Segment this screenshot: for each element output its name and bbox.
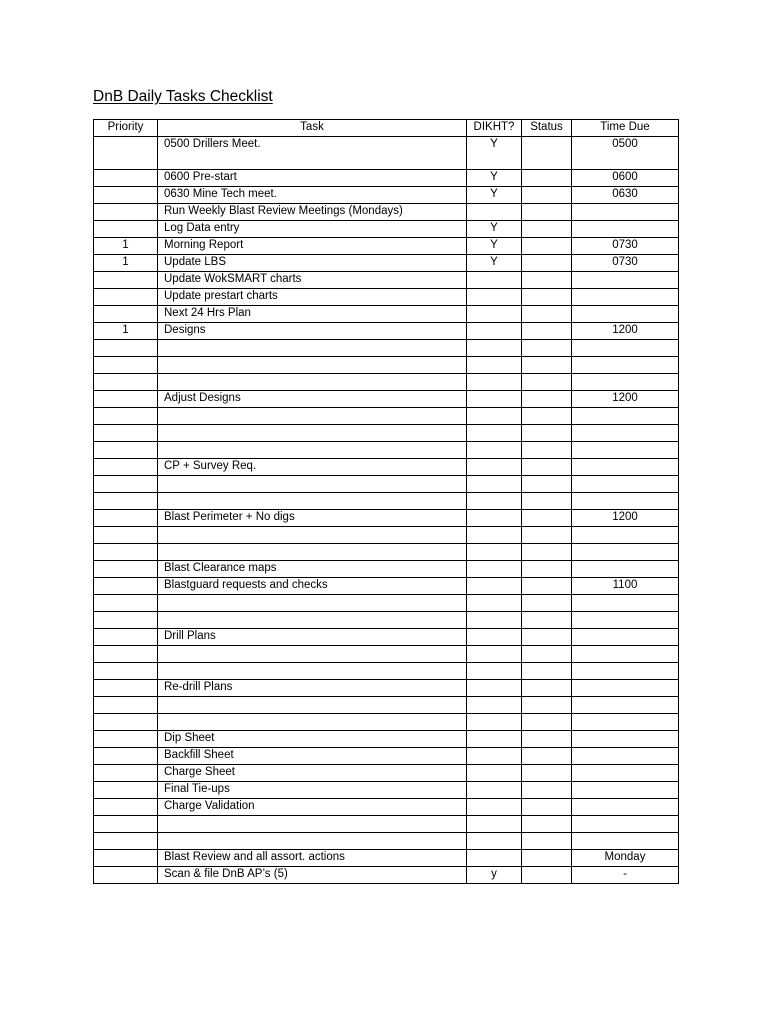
cell-status bbox=[522, 646, 572, 663]
cell-status bbox=[522, 204, 572, 221]
cell-priority bbox=[94, 561, 158, 578]
cell-dikht bbox=[467, 493, 522, 510]
cell-priority bbox=[94, 629, 158, 646]
cell-priority bbox=[94, 595, 158, 612]
cell-time-due bbox=[572, 306, 679, 323]
cell-status bbox=[522, 272, 572, 289]
cell-dikht bbox=[467, 748, 522, 765]
cell-priority bbox=[94, 714, 158, 731]
table-row bbox=[94, 527, 679, 544]
cell-task bbox=[158, 408, 467, 425]
cell-dikht bbox=[467, 833, 522, 850]
cell-status bbox=[522, 306, 572, 323]
cell-dikht bbox=[467, 391, 522, 408]
cell-status bbox=[522, 527, 572, 544]
cell-task bbox=[158, 493, 467, 510]
cell-task bbox=[158, 425, 467, 442]
cell-time-due: 1200 bbox=[572, 510, 679, 527]
cell-time-due bbox=[572, 544, 679, 561]
cell-priority bbox=[94, 612, 158, 629]
cell-task bbox=[158, 527, 467, 544]
cell-dikht bbox=[467, 306, 522, 323]
header-time-due: Time Due bbox=[572, 120, 679, 137]
cell-task: Scan & file DnB AP’s (5) bbox=[158, 867, 467, 884]
cell-priority bbox=[94, 442, 158, 459]
table-row bbox=[94, 493, 679, 510]
cell-status bbox=[522, 561, 572, 578]
table-row bbox=[94, 595, 679, 612]
cell-status bbox=[522, 816, 572, 833]
cell-task: 0500 Drillers Meet. bbox=[158, 137, 467, 170]
cell-status bbox=[522, 663, 572, 680]
cell-status bbox=[522, 510, 572, 527]
cell-time-due bbox=[572, 680, 679, 697]
header-status: Status bbox=[522, 120, 572, 137]
cell-dikht bbox=[467, 476, 522, 493]
table-row bbox=[94, 238, 679, 255]
cell-time-due bbox=[572, 357, 679, 374]
cell-status bbox=[522, 748, 572, 765]
cell-priority bbox=[94, 357, 158, 374]
cell-time-due bbox=[572, 782, 679, 799]
table-row bbox=[94, 629, 679, 646]
cell-dikht bbox=[467, 816, 522, 833]
cell-task: Charge Sheet bbox=[158, 765, 467, 782]
table-row bbox=[94, 510, 679, 527]
cell-dikht bbox=[467, 680, 522, 697]
cell-dikht: Y bbox=[467, 255, 522, 272]
cell-time-due bbox=[572, 425, 679, 442]
cell-priority bbox=[94, 765, 158, 782]
cell-priority: 1 bbox=[94, 323, 158, 340]
cell-dikht bbox=[467, 714, 522, 731]
cell-task: Final Tie-ups bbox=[158, 782, 467, 799]
cell-task: Blast Clearance maps bbox=[158, 561, 467, 578]
cell-task bbox=[158, 544, 467, 561]
cell-priority bbox=[94, 697, 158, 714]
cell-time-due: Monday bbox=[572, 850, 679, 867]
cell-priority bbox=[94, 272, 158, 289]
cell-dikht bbox=[467, 612, 522, 629]
cell-time-due bbox=[572, 493, 679, 510]
cell-priority bbox=[94, 306, 158, 323]
cell-status bbox=[522, 357, 572, 374]
cell-dikht bbox=[467, 272, 522, 289]
table-row bbox=[94, 663, 679, 680]
cell-time-due bbox=[572, 612, 679, 629]
cell-status bbox=[522, 731, 572, 748]
cell-priority bbox=[94, 204, 158, 221]
cell-time-due: 0600 bbox=[572, 170, 679, 187]
cell-task: Dip Sheet bbox=[158, 731, 467, 748]
table-row bbox=[94, 714, 679, 731]
cell-priority bbox=[94, 476, 158, 493]
cell-status bbox=[522, 459, 572, 476]
cell-priority: 1 bbox=[94, 238, 158, 255]
cell-time-due: - bbox=[572, 867, 679, 884]
header-dikht: DIKHT? bbox=[467, 120, 522, 137]
cell-priority bbox=[94, 748, 158, 765]
cell-status bbox=[522, 850, 572, 867]
cell-dikht bbox=[467, 459, 522, 476]
cell-task bbox=[158, 357, 467, 374]
table-row bbox=[94, 170, 679, 187]
cell-dikht bbox=[467, 731, 522, 748]
cell-priority bbox=[94, 799, 158, 816]
cell-dikht: y bbox=[467, 867, 522, 884]
cell-dikht bbox=[467, 850, 522, 867]
document-title: DnB Daily Tasks Checklist bbox=[93, 88, 273, 105]
cell-task: Backfill Sheet bbox=[158, 748, 467, 765]
table-row bbox=[94, 357, 679, 374]
table-row bbox=[94, 697, 679, 714]
cell-task: Blast Review and all assort. actions bbox=[158, 850, 467, 867]
cell-dikht bbox=[467, 663, 522, 680]
cell-priority bbox=[94, 493, 158, 510]
cell-task bbox=[158, 374, 467, 391]
cell-status bbox=[522, 340, 572, 357]
cell-time-due bbox=[572, 340, 679, 357]
cell-time-due: 0630 bbox=[572, 187, 679, 204]
cell-task: Next 24 Hrs Plan bbox=[158, 306, 467, 323]
cell-dikht bbox=[467, 408, 522, 425]
cell-dikht bbox=[467, 442, 522, 459]
cell-dikht bbox=[467, 374, 522, 391]
cell-priority bbox=[94, 646, 158, 663]
cell-status bbox=[522, 765, 572, 782]
cell-time-due bbox=[572, 408, 679, 425]
cell-task bbox=[158, 476, 467, 493]
cell-status bbox=[522, 697, 572, 714]
table-row bbox=[94, 408, 679, 425]
cell-task bbox=[158, 714, 467, 731]
cell-status bbox=[522, 408, 572, 425]
cell-time-due bbox=[572, 374, 679, 391]
table-row bbox=[94, 459, 679, 476]
header-task: Task bbox=[158, 120, 467, 137]
cell-time-due bbox=[572, 289, 679, 306]
cell-task: CP + Survey Req. bbox=[158, 459, 467, 476]
cell-time-due: 0730 bbox=[572, 255, 679, 272]
table-row bbox=[94, 137, 679, 170]
cell-priority bbox=[94, 170, 158, 187]
cell-task bbox=[158, 816, 467, 833]
cell-task: Log Data entry bbox=[158, 221, 467, 238]
cell-dikht: Y bbox=[467, 187, 522, 204]
cell-task bbox=[158, 697, 467, 714]
cell-time-due bbox=[572, 799, 679, 816]
cell-dikht: Y bbox=[467, 137, 522, 170]
cell-time-due bbox=[572, 204, 679, 221]
cell-priority bbox=[94, 850, 158, 867]
cell-status bbox=[522, 612, 572, 629]
cell-dikht: Y bbox=[467, 170, 522, 187]
cell-task: Designs bbox=[158, 323, 467, 340]
cell-dikht bbox=[467, 323, 522, 340]
table-row bbox=[94, 476, 679, 493]
cell-status bbox=[522, 374, 572, 391]
cell-task: Blast Perimeter + No digs bbox=[158, 510, 467, 527]
cell-task bbox=[158, 833, 467, 850]
cell-dikht: Y bbox=[467, 221, 522, 238]
cell-dikht bbox=[467, 561, 522, 578]
table-row bbox=[94, 272, 679, 289]
cell-time-due bbox=[572, 816, 679, 833]
cell-priority bbox=[94, 221, 158, 238]
cell-task bbox=[158, 340, 467, 357]
cell-task: Update WokSMART charts bbox=[158, 272, 467, 289]
cell-task bbox=[158, 663, 467, 680]
cell-status bbox=[522, 442, 572, 459]
cell-time-due bbox=[572, 527, 679, 544]
cell-time-due bbox=[572, 748, 679, 765]
cell-dikht bbox=[467, 697, 522, 714]
table-body bbox=[94, 137, 679, 884]
cell-dikht bbox=[467, 510, 522, 527]
cell-status bbox=[522, 221, 572, 238]
cell-priority bbox=[94, 510, 158, 527]
cell-status bbox=[522, 476, 572, 493]
table-row bbox=[94, 731, 679, 748]
cell-task: Run Weekly Blast Review Meetings (Mondays) bbox=[158, 204, 467, 221]
cell-task: Re-drill Plans bbox=[158, 680, 467, 697]
cell-status bbox=[522, 714, 572, 731]
cell-task: Drill Plans bbox=[158, 629, 467, 646]
cell-dikht bbox=[467, 357, 522, 374]
cell-task: 0630 Mine Tech meet. bbox=[158, 187, 467, 204]
cell-time-due bbox=[572, 697, 679, 714]
cell-task bbox=[158, 612, 467, 629]
cell-dikht: Y bbox=[467, 238, 522, 255]
cell-priority bbox=[94, 408, 158, 425]
cell-task bbox=[158, 595, 467, 612]
table-row bbox=[94, 544, 679, 561]
cell-time-due bbox=[572, 272, 679, 289]
cell-time-due bbox=[572, 561, 679, 578]
cell-task: Morning Report bbox=[158, 238, 467, 255]
table-row bbox=[94, 306, 679, 323]
table-row bbox=[94, 255, 679, 272]
cell-status bbox=[522, 493, 572, 510]
cell-status bbox=[522, 833, 572, 850]
table-row bbox=[94, 850, 679, 867]
cell-status bbox=[522, 782, 572, 799]
tasks-checklist-table bbox=[93, 119, 679, 884]
cell-priority bbox=[94, 527, 158, 544]
cell-status bbox=[522, 680, 572, 697]
cell-status bbox=[522, 255, 572, 272]
table-row bbox=[94, 578, 679, 595]
table-row bbox=[94, 612, 679, 629]
cell-dikht bbox=[467, 629, 522, 646]
cell-status bbox=[522, 289, 572, 306]
cell-priority bbox=[94, 137, 158, 170]
cell-status bbox=[522, 391, 572, 408]
cell-dikht bbox=[467, 782, 522, 799]
cell-priority bbox=[94, 782, 158, 799]
header-priority: Priority bbox=[94, 120, 158, 137]
cell-status bbox=[522, 170, 572, 187]
cell-status bbox=[522, 578, 572, 595]
cell-time-due bbox=[572, 765, 679, 782]
table-row bbox=[94, 680, 679, 697]
cell-dikht bbox=[467, 527, 522, 544]
cell-priority bbox=[94, 816, 158, 833]
table-row bbox=[94, 748, 679, 765]
cell-time-due bbox=[572, 459, 679, 476]
cell-task: Blastguard requests and checks bbox=[158, 578, 467, 595]
cell-time-due bbox=[572, 646, 679, 663]
cell-time-due bbox=[572, 833, 679, 850]
cell-status bbox=[522, 137, 572, 170]
table-row bbox=[94, 289, 679, 306]
cell-priority bbox=[94, 187, 158, 204]
table-row bbox=[94, 782, 679, 799]
cell-time-due: 1200 bbox=[572, 391, 679, 408]
cell-priority bbox=[94, 544, 158, 561]
cell-task bbox=[158, 442, 467, 459]
cell-status bbox=[522, 799, 572, 816]
table-row bbox=[94, 833, 679, 850]
cell-time-due bbox=[572, 629, 679, 646]
cell-priority bbox=[94, 578, 158, 595]
cell-time-due bbox=[572, 714, 679, 731]
cell-dikht bbox=[467, 578, 522, 595]
cell-dikht bbox=[467, 595, 522, 612]
table-row bbox=[94, 867, 679, 884]
cell-status bbox=[522, 629, 572, 646]
cell-time-due bbox=[572, 731, 679, 748]
cell-priority bbox=[94, 340, 158, 357]
cell-task: 0600 Pre-start bbox=[158, 170, 467, 187]
table-row bbox=[94, 442, 679, 459]
table-row bbox=[94, 816, 679, 833]
cell-time-due bbox=[572, 476, 679, 493]
table-row bbox=[94, 340, 679, 357]
cell-status bbox=[522, 867, 572, 884]
cell-time-due bbox=[572, 221, 679, 238]
cell-priority bbox=[94, 459, 158, 476]
table-row bbox=[94, 765, 679, 782]
cell-status bbox=[522, 323, 572, 340]
cell-dikht bbox=[467, 765, 522, 782]
cell-priority: 1 bbox=[94, 255, 158, 272]
table-row bbox=[94, 561, 679, 578]
table-row bbox=[94, 425, 679, 442]
cell-status bbox=[522, 187, 572, 204]
cell-dikht bbox=[467, 204, 522, 221]
table-row bbox=[94, 204, 679, 221]
cell-status bbox=[522, 238, 572, 255]
cell-status bbox=[522, 544, 572, 561]
table-row bbox=[94, 323, 679, 340]
cell-time-due: 0500 bbox=[572, 137, 679, 170]
table-row bbox=[94, 391, 679, 408]
cell-dikht bbox=[467, 425, 522, 442]
table-row bbox=[94, 187, 679, 204]
cell-dikht bbox=[467, 799, 522, 816]
table-header-row bbox=[94, 120, 679, 137]
cell-priority bbox=[94, 425, 158, 442]
cell-status bbox=[522, 425, 572, 442]
cell-time-due bbox=[572, 595, 679, 612]
cell-dikht bbox=[467, 289, 522, 306]
table-row bbox=[94, 221, 679, 238]
cell-time-due: 1200 bbox=[572, 323, 679, 340]
cell-task: Update LBS bbox=[158, 255, 467, 272]
cell-dikht bbox=[467, 340, 522, 357]
cell-priority bbox=[94, 731, 158, 748]
cell-task bbox=[158, 646, 467, 663]
cell-priority bbox=[94, 289, 158, 306]
cell-time-due: 1100 bbox=[572, 578, 679, 595]
cell-priority bbox=[94, 833, 158, 850]
cell-task: Adjust Designs bbox=[158, 391, 467, 408]
cell-time-due: 0730 bbox=[572, 238, 679, 255]
table-row bbox=[94, 646, 679, 663]
table-row bbox=[94, 799, 679, 816]
cell-task: Charge Validation bbox=[158, 799, 467, 816]
cell-priority bbox=[94, 391, 158, 408]
cell-priority bbox=[94, 374, 158, 391]
cell-dikht bbox=[467, 544, 522, 561]
table-row bbox=[94, 374, 679, 391]
cell-priority bbox=[94, 680, 158, 697]
cell-task: Update prestart charts bbox=[158, 289, 467, 306]
cell-priority bbox=[94, 867, 158, 884]
cell-priority bbox=[94, 663, 158, 680]
cell-time-due bbox=[572, 663, 679, 680]
cell-dikht bbox=[467, 646, 522, 663]
cell-status bbox=[522, 595, 572, 612]
cell-time-due bbox=[572, 442, 679, 459]
